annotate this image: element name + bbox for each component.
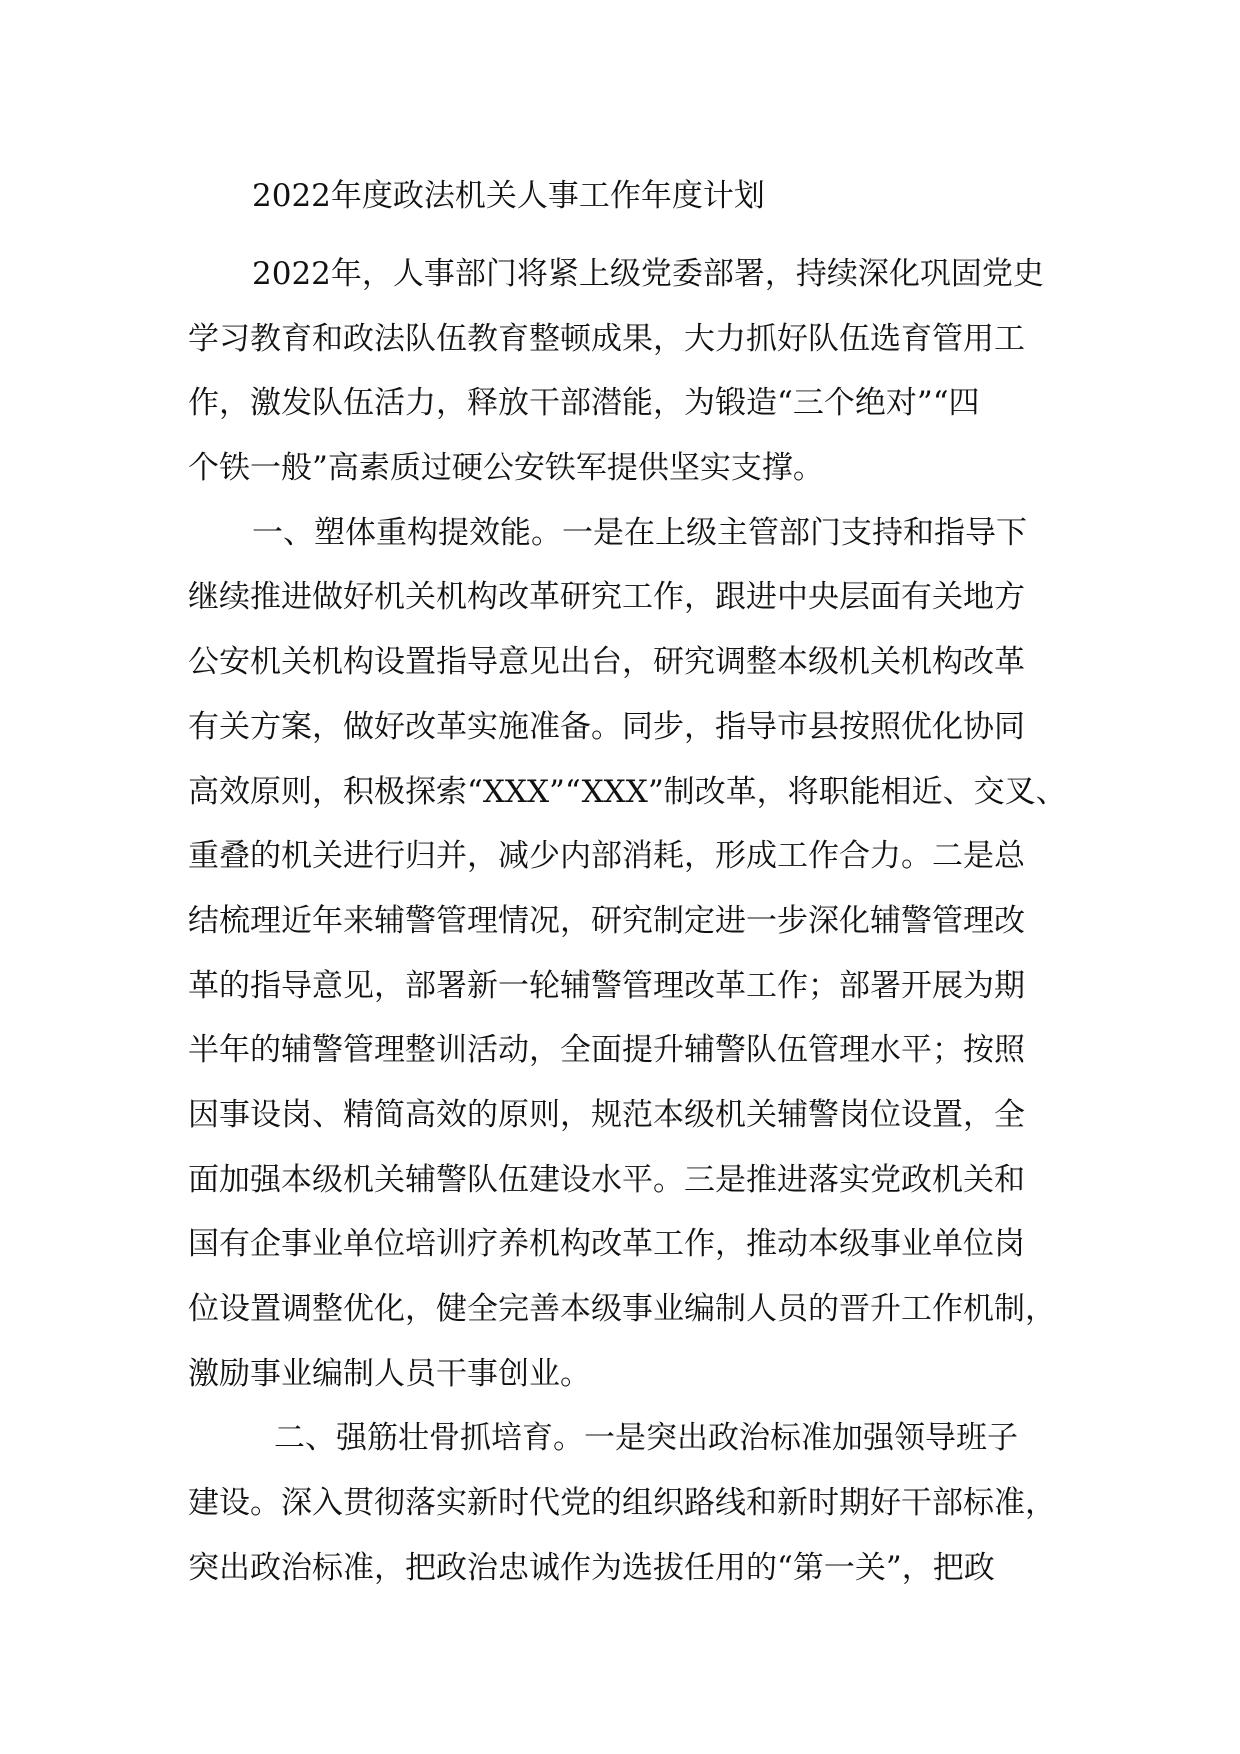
paragraph-intro-line-2: 学习教育和政法队伍教育整顿成果，大力抓好队伍选育管用工	[188, 320, 1025, 357]
section-two-line-1: 二、强筋壮骨抓培育。一是突出政治标准加强领导班子	[274, 1420, 1018, 1457]
section-one-line-12: 国有企事业单位培训疗养机构改革工作，推动本级事业单位岗	[188, 1226, 1025, 1263]
section-one-line-2: 继续推进做好机关机构改革研究工作，跟进中央层面有关地方	[188, 579, 1025, 616]
section-two-line-2: 建设。深入贯彻落实新时代党的组织路线和新时期好干部标准，	[188, 1485, 1056, 1522]
section-one-line-1: 一、塑体重构提效能。一是在上级主管部门支持和指导下	[252, 514, 1027, 551]
section-one-line-14: 激励事业编制人员干事创业。	[188, 1355, 591, 1392]
section-one-line-7: 结梳理近年来辅警管理情况，研究制定进一步深化辅警管理改	[188, 902, 1025, 939]
section-one-line-5: 高效原则，积极探索“XXX”“XXX”制改革，将职能相近、交叉、	[188, 773, 1067, 810]
paragraph-intro-line-1: 2022年，人事部门将紧上级党委部署，持续深化巩固党史	[252, 256, 1044, 292]
section-one-line-3: 公安机关机构设置指导意见出台，研究调整本级机关机构改革	[188, 644, 1025, 681]
section-one-line-4: 有关方案，做好改革实施准备。同步，指导市县按照优化协同	[188, 708, 1025, 745]
section-one-line-13: 位设置调整优化，健全完善本级事业编制人员的晋升工作机制，	[188, 1291, 1056, 1327]
paragraph-intro-line-3: 作，激发队伍活力，释放干部潜能，为锻造“三个绝对”“四	[188, 385, 980, 422]
paragraph-intro-line-4: 个铁一般”高素质过硬公安铁军提供坚实支撑。	[188, 450, 824, 487]
section-one-line-10: 因事设岗、精简高效的原则，规范本级机关辅警岗位设置，全	[188, 1096, 1025, 1133]
section-one-line-9: 半年的辅警管理整训活动，全面提升辅警队伍管理水平；按照	[188, 1032, 1025, 1069]
section-one-line-11: 面加强本级机关辅警队伍建设水平。三是推进落实党政机关和	[188, 1161, 1025, 1198]
document-body	[188, 242, 1088, 1600]
section-one-line-6: 重叠的机关进行归并，减少内部消耗，形成工作合力。二是总	[188, 838, 1025, 875]
section-two-line-3: 突出政治标准，把政治忠诚作为选拔任用的“第一关”，把政	[188, 1549, 995, 1586]
section-one-line-8: 革的指导意见，部署新一轮辅警管理改革工作；部署开展为期	[188, 967, 1025, 1004]
document-title: 2022年度政法机关人事工作年度计划	[252, 178, 765, 214]
